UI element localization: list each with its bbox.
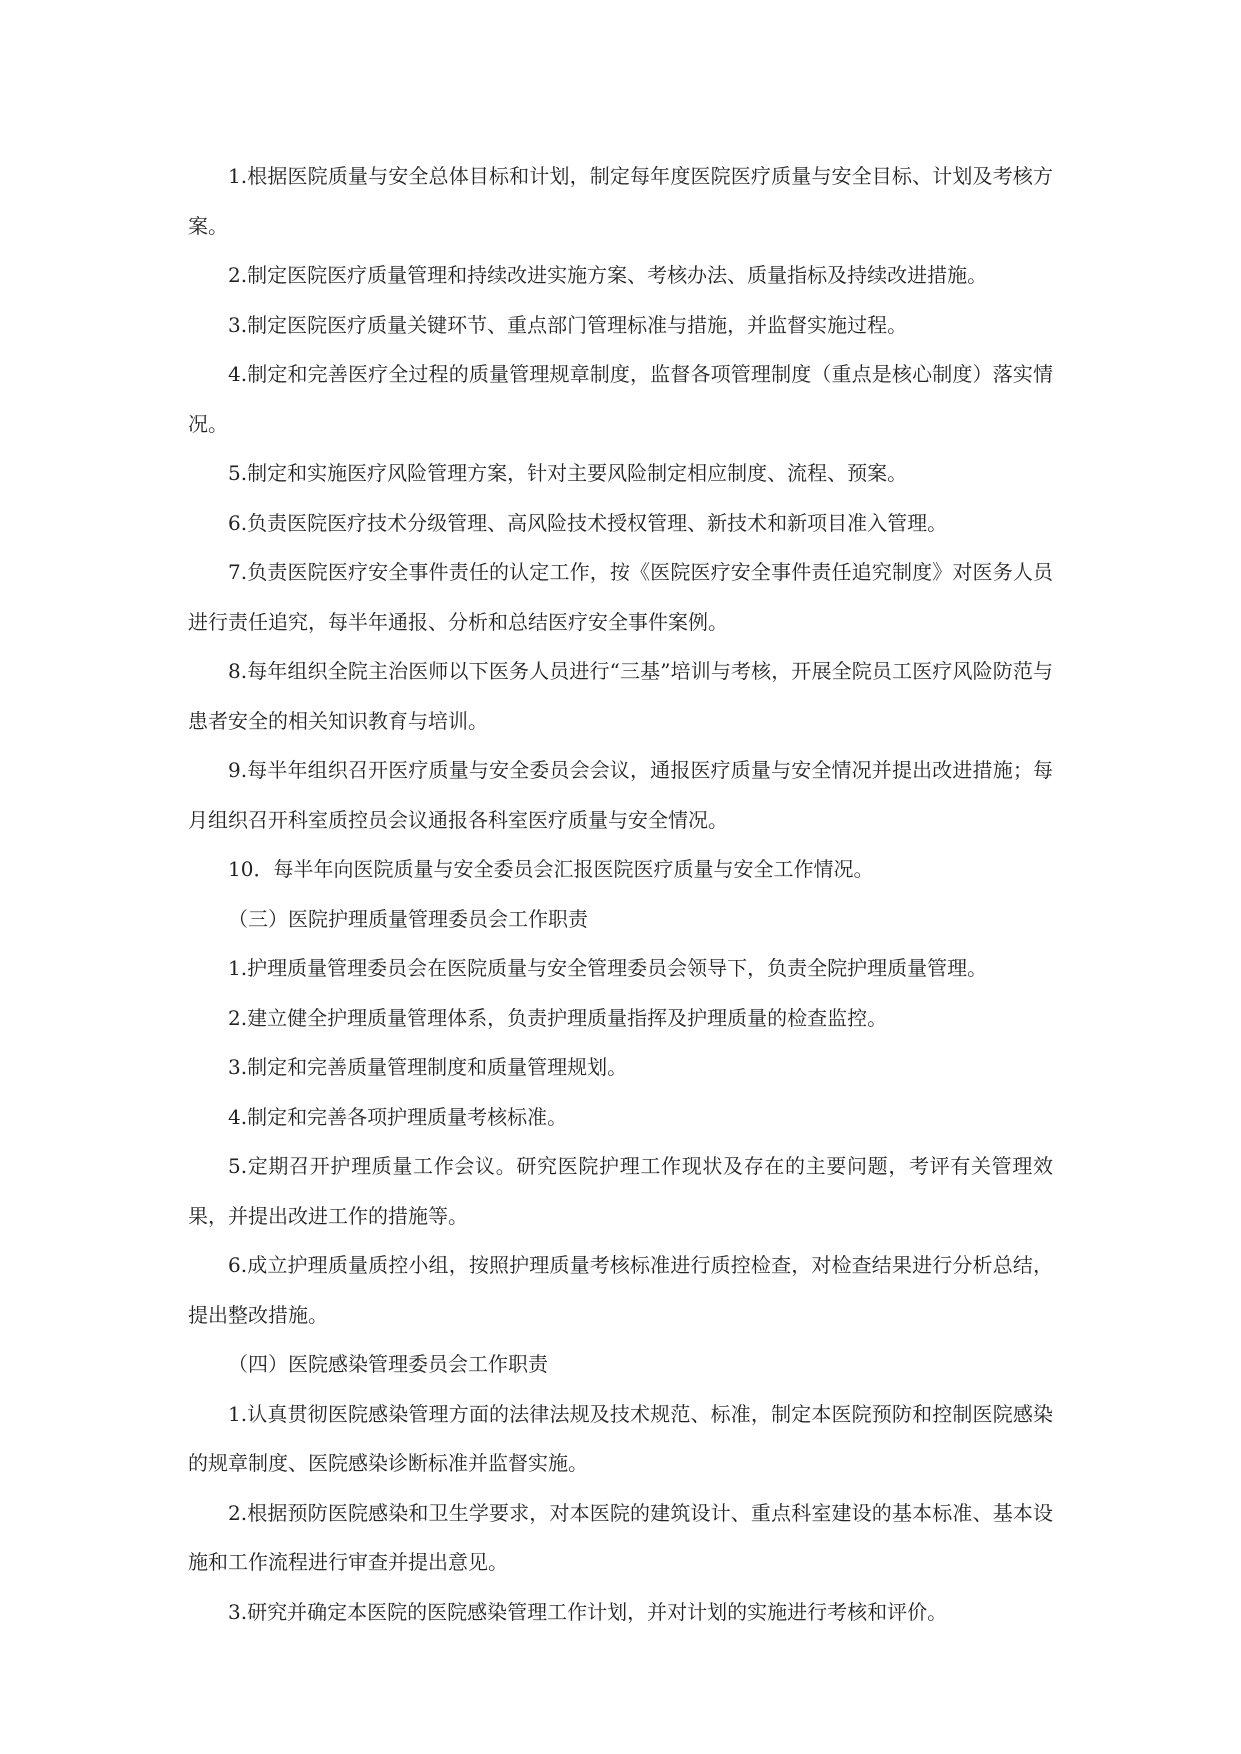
paragraph-nursing-3: 3.制定和完善质量管理制度和质量管理规划。 [228,1055,628,1079]
paragraph-nursing-5: 5.定期召开护理质量工作会议。研究医院护理工作现状及存在的主要问题，考评有关管理效果，并提出改进工作的措施等。 [188,1154,1053,1228]
paragraph-duty-9: 9.每半年组织召开医疗质量与安全委员会会议，通报医疗质量与安全情况并提出改进措施；每月组织召开科室质控员会议通报各科室医疗质量与安全情况。 [188,758,1053,832]
paragraph-duty-2: 2.制定医院医疗质量管理和持续改进实施方案、考核办法、质量指标及持续改进措施。 [228,263,988,287]
section-heading-infection: （四）医院感染管理委员会工作职责 [228,1352,548,1376]
paragraph-duty-6: 6.负责医院医疗技术分级管理、高风险技术授权管理、新技术和新项目准入管理。 [228,510,948,535]
paragraph-duty-3: 3.制定医院医疗质量关键环节、重点部门管理标准与措施，并监督实施过程。 [228,312,908,337]
paragraph-nursing-2: 2.建立健全护理质量管理体系，负责护理质量指挥及护理质量的检查监控。 [228,1005,888,1030]
paragraph-nursing-1: 1.护理质量管理委员会在医院质量与安全管理委员会领导下，负责全院护理质量管理。 [228,956,988,980]
section-heading-nursing: （三）医院护理质量管理委员会工作职责 [228,906,588,931]
paragraph-duty-7: 7.负责医院医疗安全事件责任的认定工作，按《医院医疗安全事件责任追究制度》对医务人员进行责任追究，每半年通报、分析和总结医疗安全事件案例。 [188,560,1053,634]
paragraph-infection-3: 3.研究并确定本医院的医院感染管理工作计划，并对计划的实施进行考核和评价。 [228,1599,948,1624]
paragraph-duty-1: 1.根据医院质量与安全总体目标和计划，制定每年度医院医疗质量与安全目标、计划及考核方案。 [188,164,1053,238]
paragraph-nursing-6: 6.成立护理质量质控小组，按照护理质量考核标准进行质控检查，对检查结果进行分析总结，提出整改措施。 [188,1253,1053,1327]
paragraph-duty-5: 5.制定和实施医疗风险管理方案，针对主要风险制定相应制度、流程、预案。 [228,461,908,485]
paragraph-infection-2: 2.根据预防医院感染和卫生学要求，对本医院的建筑设计、重点科室建设的基本标准、基本设施和工作流程进行审查并提出意见。 [188,1500,1053,1574]
paragraph-duty-4: 4.制定和完善医疗全过程的质量管理规章制度，监督各项管理制度（重点是核心制度）落实情况。 [188,362,1053,436]
paragraph-infection-1: 1.认真贯彻医院感染管理方面的法律法规及技术规范、标准，制定本医院预防和控制医院感染的规章制度、医院感染诊断标准并监督实施。 [188,1401,1053,1475]
document-body [188,152,1053,1637]
paragraph-duty-8: 8.每年组织全院主治医师以下医务人员进行“三基”培训与考核，开展全院员工医疗风险防范与患者安全的相关知识教育与培训。 [188,659,1053,733]
paragraph-duty-10: 10．每半年向医院质量与安全委员会汇报医院医疗质量与安全工作情况。 [228,857,874,881]
paragraph-nursing-4: 4.制定和完善各项护理质量考核标准。 [228,1104,568,1129]
